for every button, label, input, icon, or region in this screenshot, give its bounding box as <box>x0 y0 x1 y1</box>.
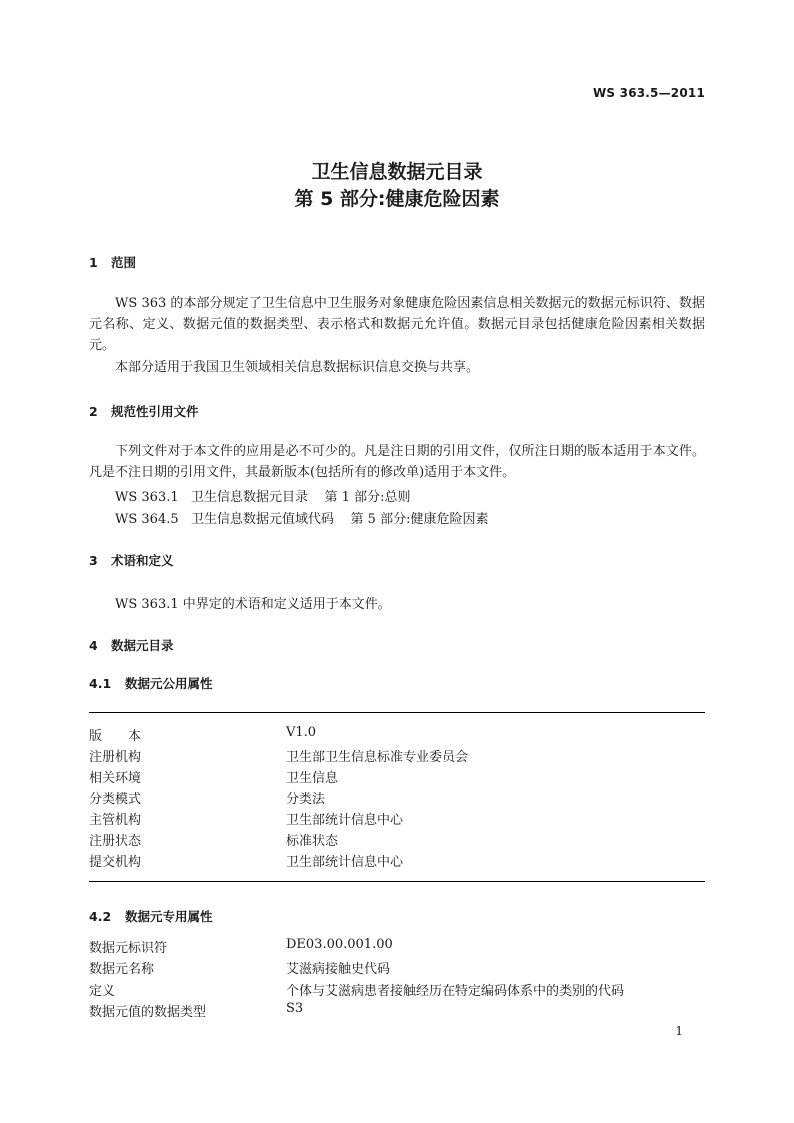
section-3-paragraph-1: WS 363.1 中界定的术语和定义适用于本文件。 <box>115 597 391 612</box>
section-1-paragraph-1: WS 363 的本部分规定了卫生信息中卫生服务对象健康危险因素信息相关数据元的数据元标识符、数据元名称、定义、数据元值的数据类型、表示格式和数据元允许值。数据元目录包括健康危险因素相关数据元。 <box>89 296 705 353</box>
section-number: 4 <box>89 638 98 653</box>
section-4-2-heading <box>89 907 213 925</box>
section-number: 3 <box>89 553 98 568</box>
table-top-rule <box>89 712 705 713</box>
attribute-name: 注册状态 <box>89 834 142 849</box>
attribute-name: 提交机构 <box>89 855 142 870</box>
attribute-value: 艾滋病接触史代码 <box>286 962 391 977</box>
attribute-name: 相关环境 <box>89 771 142 786</box>
section-4-1-heading <box>89 674 213 692</box>
table-bottom-rule <box>89 881 705 882</box>
section-title: 数据元目录 <box>111 638 174 653</box>
header-code: WS 363.5—2011 <box>592 86 705 100</box>
attribute-value: S3 <box>286 1001 304 1016</box>
attribute-value: 个体与艾滋病患者接触经历在特定编码体系中的类别的代码 <box>286 984 625 999</box>
attribute-value: V1.0 <box>286 725 317 740</box>
document-title: 卫生信息数据元目录 <box>311 161 483 183</box>
section-3-heading <box>89 551 174 569</box>
section-1-heading <box>89 253 136 271</box>
page-number: 1 <box>675 1024 683 1038</box>
reference-ws-363-1: WS 363.1 卫生信息数据元目录 第 1 部分:总则 <box>115 490 411 505</box>
attribute-name: 注册机构 <box>89 750 142 765</box>
section-number: 2 <box>89 404 98 419</box>
section-number: 4.2 <box>89 909 112 924</box>
section-title: 范围 <box>111 255 137 270</box>
section-title: 数据元公用属性 <box>125 676 213 691</box>
attribute-name: 数据元名称 <box>89 962 155 977</box>
section-number: 4.1 <box>89 676 112 691</box>
attribute-value: 分类法 <box>286 792 326 807</box>
attribute-value: 卫生信息 <box>286 771 339 786</box>
section-title: 数据元专用属性 <box>125 909 213 924</box>
attribute-value: DE03.00.001.00 <box>286 937 393 952</box>
section-1-paragraph-2: 本部分适用于我国卫生领域相关信息数据标识信息交换与共享。 <box>115 360 480 375</box>
section-2-heading <box>89 402 199 420</box>
attribute-name: 分类模式 <box>89 792 142 807</box>
attribute-name: 数据元值的数据类型 <box>89 1005 207 1020</box>
section-number: 1 <box>89 255 98 270</box>
attribute-value: 卫生部卫生信息标准专业委员会 <box>286 750 469 765</box>
attribute-value: 卫生部统计信息中心 <box>286 813 404 828</box>
section-title: 术语和定义 <box>111 553 174 568</box>
reference-ws-364-5: WS 364.5 卫生信息数据元值域代码 第 5 部分:健康危险因素 <box>115 512 489 527</box>
attribute-name: 版 本 <box>89 729 142 744</box>
attribute-name: 定义 <box>89 984 116 999</box>
attribute-value: 标准状态 <box>286 834 339 849</box>
attribute-name: 数据元标识符 <box>89 941 168 956</box>
attribute-name: 主管机构 <box>89 813 142 828</box>
section-4-heading <box>89 636 174 654</box>
section-title: 规范性引用文件 <box>111 404 199 419</box>
section-2-paragraph-1: 下列文件对于本文件的应用是必不可少的。凡是注日期的引用文件，仅所注日期的版本适用于本文件。凡是不注日期的引用文件，其最新版本(包括所有的修改单)适用于本文件。 <box>89 444 705 480</box>
document-subtitle: 第 5 部分:健康危险因素 <box>294 188 500 210</box>
attribute-value: 卫生部统计信息中心 <box>286 855 404 870</box>
